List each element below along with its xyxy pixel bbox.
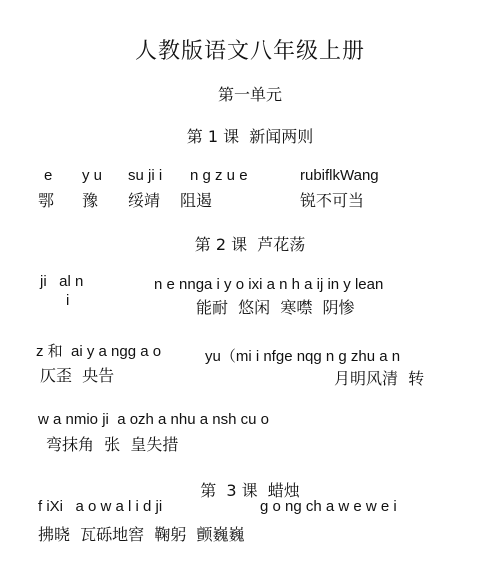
hanzi-line: 仄歪 央告 bbox=[40, 366, 115, 385]
hanzi-line: 月明风清 转 bbox=[334, 369, 425, 388]
pinyin-line: f iXi a o w a l i d ji bbox=[38, 498, 163, 515]
hanzi-item: 鄂 bbox=[38, 191, 55, 210]
pinyin-item: su ji i bbox=[128, 167, 163, 184]
pinyin-line: g o ng ch a w e w e i bbox=[260, 498, 397, 515]
pinyin-line: z 和 ai y a ngg a o bbox=[36, 343, 162, 360]
pinyin-item: y u bbox=[82, 167, 103, 184]
pinyin-line: n e nnga i y o ixi a n h a ij in y lean bbox=[154, 276, 384, 293]
hanzi-line: 弯抹角 张 皇失措 bbox=[46, 435, 179, 454]
hanzi-item: 锐不可当 bbox=[300, 191, 365, 210]
pinyin-line: i bbox=[66, 292, 70, 309]
hanzi-item: 绥靖 bbox=[128, 191, 161, 210]
lesson-3-heading: 第 3 课 蜡烛 bbox=[200, 481, 300, 500]
lesson-1-heading: 第 1 课 新闻两则 bbox=[186, 127, 314, 146]
pinyin-line: w a nmio ji a ozh a nhu a nsh cu o bbox=[38, 411, 269, 428]
pinyin-item: e bbox=[44, 167, 53, 184]
hanzi-item: 豫 bbox=[82, 191, 99, 210]
page-title: 人教版语文八年级上册 bbox=[134, 39, 365, 64]
pinyin-item: rubiflkWang bbox=[300, 167, 379, 184]
lesson-2-heading: 第 2 课 芦花荡 bbox=[194, 235, 306, 254]
pinyin-line: yu（mi i nfge nqg n g zhu a n bbox=[205, 348, 401, 365]
hanzi-item: 阻遏 bbox=[180, 191, 213, 210]
hanzi-line: 拂晓 瓦砾地窖 鞠躬 颤巍巍 bbox=[38, 525, 245, 544]
unit-heading: 第一单元 bbox=[217, 85, 282, 104]
pinyin-item: n g z u e bbox=[190, 167, 248, 184]
pinyin-line: ji al n bbox=[40, 273, 84, 290]
hanzi-line: 能耐 悠闲 寒噤 阴惨 bbox=[196, 298, 355, 317]
